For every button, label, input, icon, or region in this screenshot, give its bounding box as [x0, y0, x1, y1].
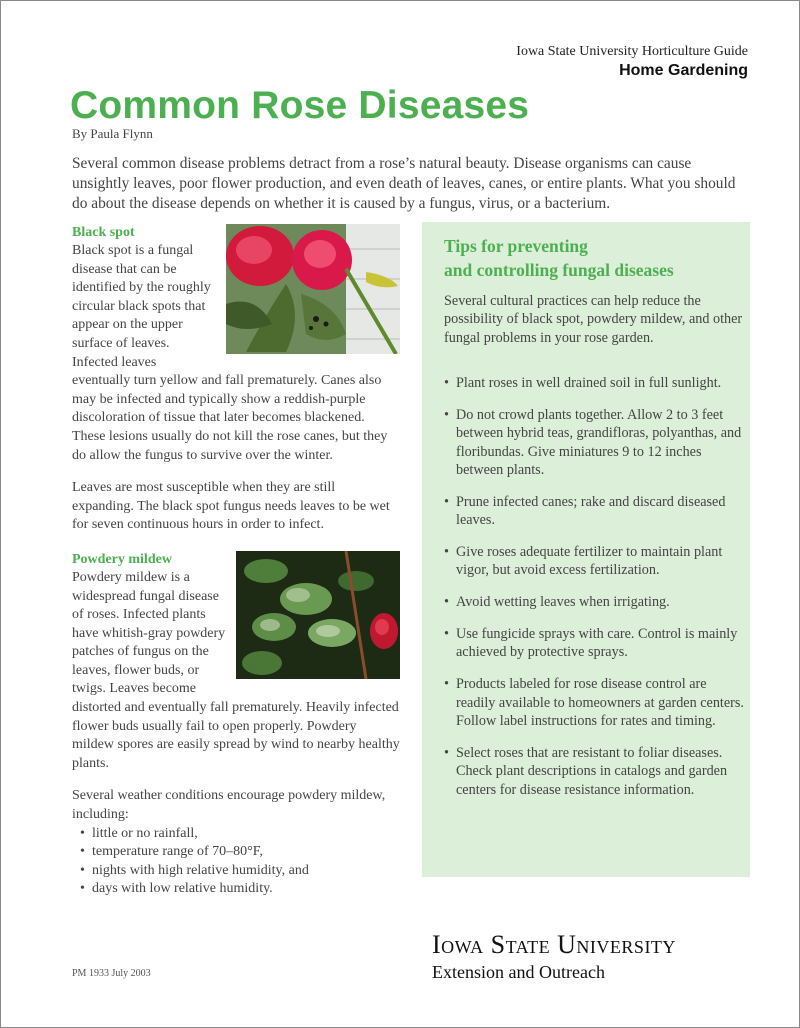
list-item: • Select roses that are resistant to foliar diseases. Check plant descriptions in catalogs and garden centers for disease resistance information. [444, 744, 744, 799]
list-item: • Products labeled for rose disease control are readily available to homeowners at garden centers. Follow label instructions for rates and timing. [444, 675, 744, 730]
powdery-mildew-heading: Powdery mildew [72, 551, 172, 567]
list-item: • little or no rainfall, [80, 825, 400, 844]
list-item: • Use fungicide sprays with care. Control is mainly achieved by protective sprays. [444, 625, 744, 662]
tips-title-line-2: and controlling fungal diseases [444, 260, 674, 280]
list-item: • Do not crowd plants together. Allow 2 to 3 feet between hybrid teas, grandifloras, polyanthas, and floribundas. Give miniatures 9 to 12 inches between plants. [444, 406, 744, 480]
header-section-title: Home Gardening [619, 62, 748, 79]
tips-title [444, 234, 744, 282]
header-guide-title: Iowa State University Horticulture Guide [516, 44, 748, 59]
weather-conditions-list [72, 825, 400, 899]
black-spot-paragraph-2: Leaves are most susceptible when they are still expanding. The black spot fungus needs leaves to be wet for seven continuous hours in order to infect. [72, 480, 390, 533]
powdery-mildew-paragraph-2: Several weather conditions encourage powdery mildew, including: [72, 788, 386, 823]
byline: By Paula Flynn [72, 126, 153, 141]
page-title: Common Rose Diseases [70, 84, 530, 127]
university-wordmark: Iowa State University [432, 930, 676, 959]
powdery-mildew-paragraph-1: Powdery mildew is a widespread fungal disease of roses. Infected plants have whitish-gray powdery patches of fungus on the leaves, flower buds, or twigs. Leaves become distorted and eventually fall prematurely. Heavily infected flower buds usually fail to open properly. Powdery mildew spores are easily spread by wind to nearby healthy plants. [72, 569, 400, 771]
intro-paragraph: Several common disease problems detract from a rose’s natural beauty. Disease organisms can cause unsightly leaves, poor flower production, and even death of leaves, canes, or entire plants. What you should do about the disease depends on whether it is caused by a fungus, virus, or a bacterium. [72, 155, 736, 212]
black-spot-paragraph-1: Black spot is a fungal disease that can be identified by the roughly circular black spots that appear on the upper surface of leaves. Infected leaves eventually turn yellow and fall prematurely. Canes also may be infected and typically show a reddish-purple discoloration of tissue that later becomes blackened. These lesions usually do not kill the rose canes, but they do allow the fungus to survive over the winter. [72, 243, 388, 463]
tips-list [444, 374, 744, 812]
list-item: • days with low relative humidity. [80, 880, 400, 899]
list-item: • Prune infected canes; rake and discard diseased leaves. [444, 493, 744, 530]
powdery-mildew-rose-photo [236, 551, 400, 679]
extension-wordmark: Extension and Outreach [432, 962, 605, 982]
list-item: • Plant roses in well drained soil in full sunlight. [444, 374, 744, 392]
list-item: • nights with high relative humidity, and [80, 862, 400, 881]
list-item: • temperature range of 70–80°F, [80, 843, 400, 862]
left-column [72, 224, 400, 899]
publication-number: PM 1933 July 2003 [72, 968, 151, 979]
tips-sidebar [422, 222, 750, 877]
list-item: • Give roses adequate fertilizer to maintain plant vigor, but avoid excess fertilization. [444, 543, 744, 580]
tips-title-line-1: Tips for preventing [444, 236, 588, 256]
tips-intro: Several cultural practices can help reduce the possibility of black spot, powdery mildew, and other fungal problems in your rose garden. [444, 293, 743, 346]
black-spot-rose-photo [226, 224, 400, 354]
black-spot-heading: Black spot [72, 225, 135, 240]
list-item: • Avoid wetting leaves when irrigating. [444, 593, 744, 611]
